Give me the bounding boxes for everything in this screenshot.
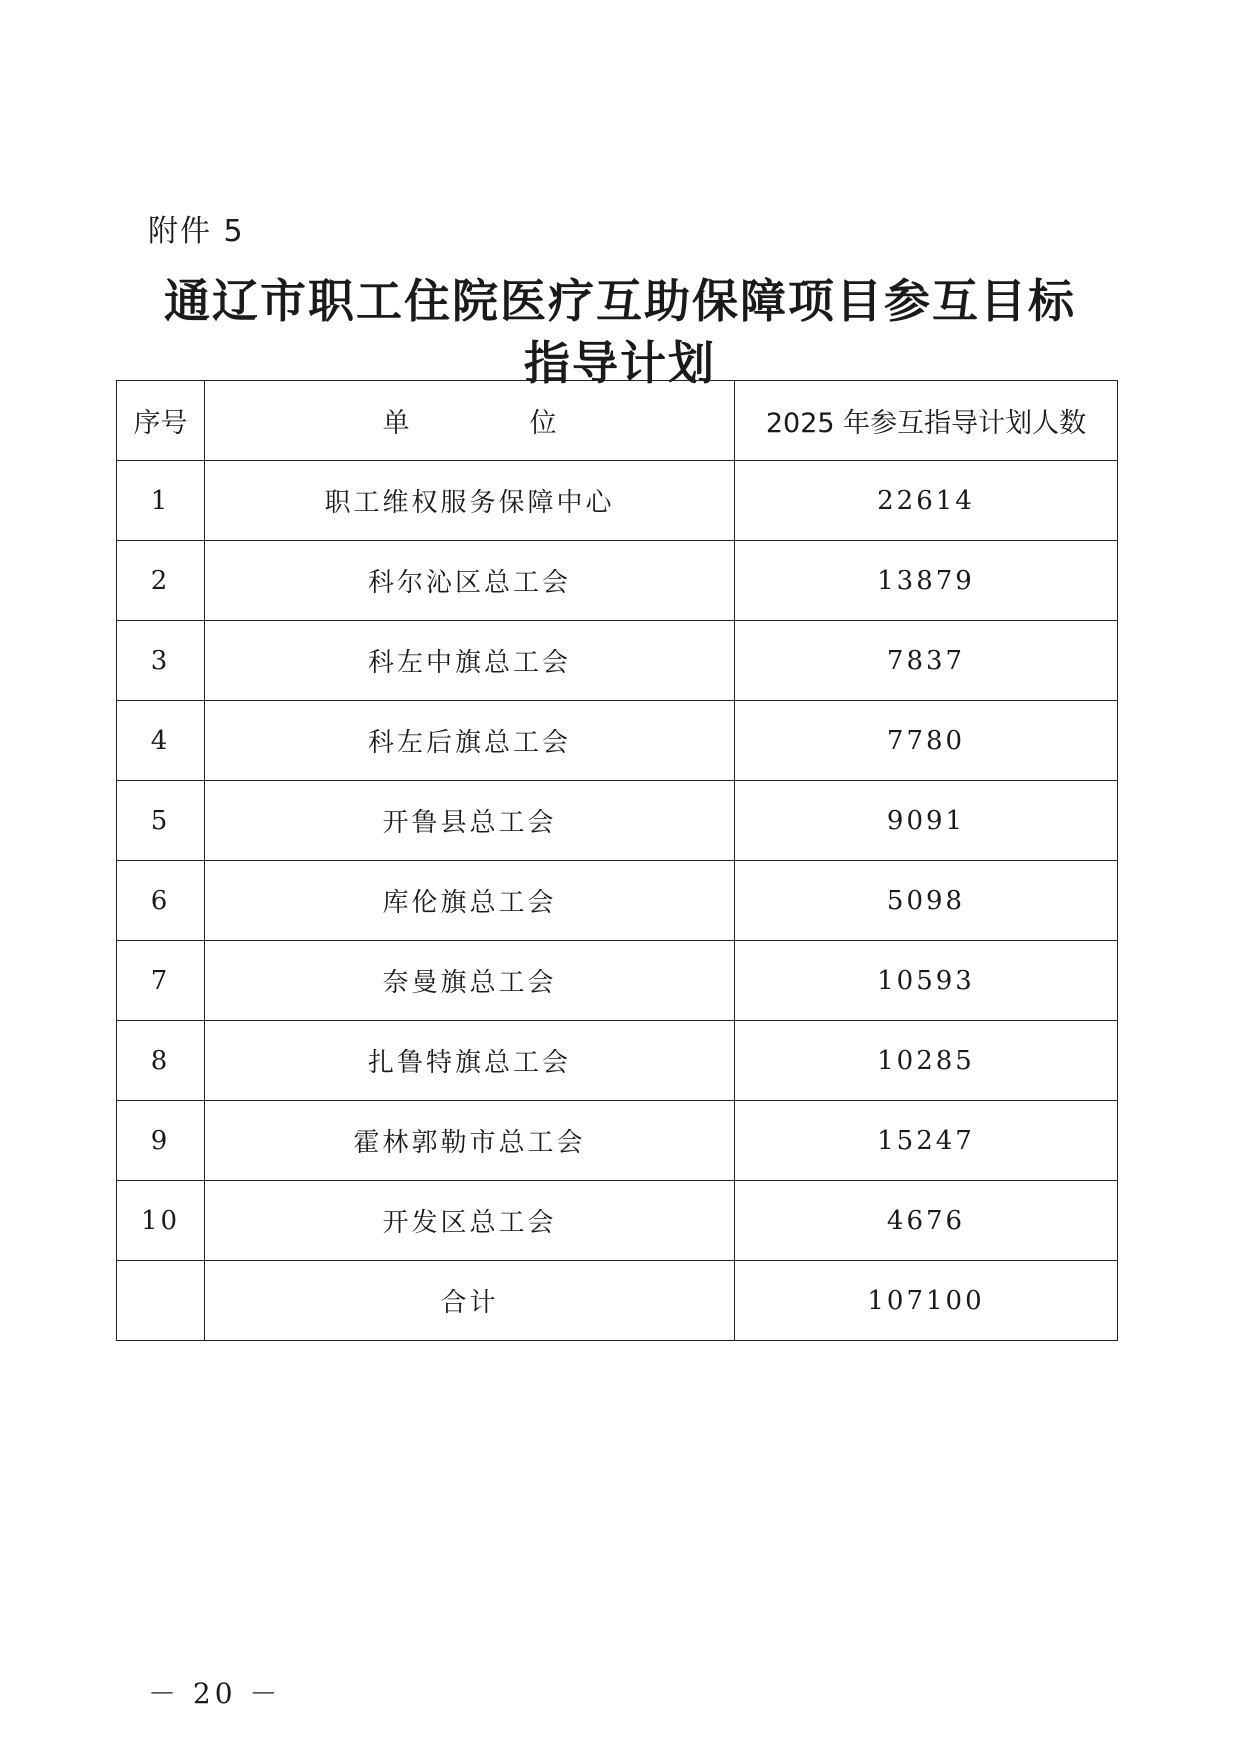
row-index: 9 bbox=[117, 1101, 205, 1181]
row-unit: 库伦旗总工会 bbox=[205, 861, 735, 941]
row-unit: 科左后旗总工会 bbox=[205, 701, 735, 781]
table-row bbox=[117, 621, 1118, 701]
row-index: 2 bbox=[117, 541, 205, 621]
row-count: 5098 bbox=[735, 861, 1118, 941]
header-unit-part1: 单 bbox=[382, 408, 410, 439]
row-count: 7780 bbox=[735, 701, 1118, 781]
table-row bbox=[117, 701, 1118, 781]
row-unit: 科尔沁区总工会 bbox=[205, 541, 735, 621]
row-count: 9091 bbox=[735, 781, 1118, 861]
table-total-row bbox=[117, 1261, 1118, 1341]
row-unit: 奈曼旗总工会 bbox=[205, 941, 735, 1021]
row-count: 4676 bbox=[735, 1181, 1118, 1261]
row-count: 13879 bbox=[735, 541, 1118, 621]
table-row bbox=[117, 781, 1118, 861]
row-unit: 开鲁县总工会 bbox=[205, 781, 735, 861]
document-title-line2: 指导计划 bbox=[524, 336, 716, 390]
table-row bbox=[117, 941, 1118, 1021]
row-index: 7 bbox=[117, 941, 205, 1021]
table-row bbox=[117, 1181, 1118, 1261]
table-header-row bbox=[117, 381, 1118, 461]
row-unit: 职工维权服务保障中心 bbox=[205, 461, 735, 541]
total-index bbox=[117, 1261, 205, 1341]
table-row bbox=[117, 1101, 1118, 1181]
document-title-line1: 通辽市职工住院医疗互助保障项目参互目标 bbox=[164, 274, 1076, 328]
plan-table bbox=[116, 380, 1118, 1341]
table-row bbox=[117, 461, 1118, 541]
row-unit: 科左中旗总工会 bbox=[205, 621, 735, 701]
row-index: 6 bbox=[117, 861, 205, 941]
header-plan: 2025 年参互指导计划人数 bbox=[735, 381, 1118, 461]
total-label: 合计 bbox=[205, 1261, 735, 1341]
table-row bbox=[117, 861, 1118, 941]
page-number: － 20 － bbox=[148, 1677, 282, 1710]
header-unit bbox=[205, 381, 735, 461]
row-count: 10285 bbox=[735, 1021, 1118, 1101]
row-count: 10593 bbox=[735, 941, 1118, 1021]
row-count: 7837 bbox=[735, 621, 1118, 701]
row-index: 8 bbox=[117, 1021, 205, 1101]
row-unit: 扎鲁特旗总工会 bbox=[205, 1021, 735, 1101]
attachment-label: 附件 5 bbox=[148, 214, 245, 249]
row-index: 3 bbox=[117, 621, 205, 701]
row-index: 10 bbox=[117, 1181, 205, 1261]
row-unit: 开发区总工会 bbox=[205, 1181, 735, 1261]
total-count: 107100 bbox=[735, 1261, 1118, 1341]
row-index: 1 bbox=[117, 461, 205, 541]
row-index: 4 bbox=[117, 701, 205, 781]
table-row bbox=[117, 1021, 1118, 1101]
header-index: 序号 bbox=[117, 381, 205, 461]
table-row bbox=[117, 541, 1118, 621]
row-count: 22614 bbox=[735, 461, 1118, 541]
header-unit-part2: 位 bbox=[529, 408, 557, 439]
row-index: 5 bbox=[117, 781, 205, 861]
row-count: 15247 bbox=[735, 1101, 1118, 1181]
row-unit: 霍林郭勒市总工会 bbox=[205, 1101, 735, 1181]
